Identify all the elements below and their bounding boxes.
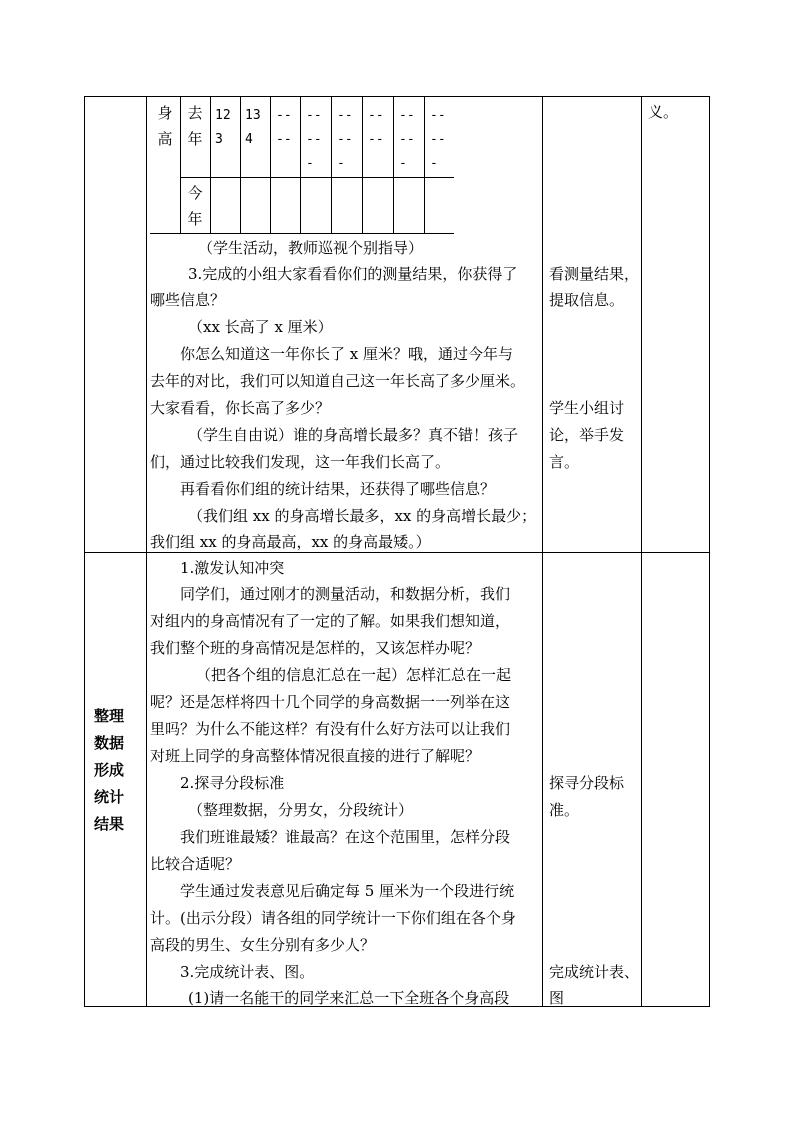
body-line: 对组内的身高情况有了一定的了解。如果我们想知道， [150,612,511,630]
body-line: （学生自由说）谁的身高增长最多？真不错！孩子 [188,426,519,444]
stage-title: 统计 [94,788,125,806]
inner-table-bottom-line [150,233,454,234]
body-line: （学生活动，教师巡视个别指导） [198,239,424,257]
body-line: (1)请一名能干的同学来汇总一下全班各个身高段 [188,989,510,1007]
inner-col-line [240,97,241,233]
student-activity-text: 看测量结果， [549,265,640,283]
this-year-label: 今年 [187,184,203,228]
student-activity-text: 准。 [549,801,580,819]
inner-col-line [393,97,394,233]
inner-col-line [362,97,363,233]
body-line: （把各个组的信息汇总在一起）怎样汇总在一起 [196,666,512,684]
stage-title: 数据 [94,734,125,752]
inner-col-line [210,97,211,233]
inner-col-line [300,97,301,233]
table-border-right [709,96,710,1007]
last-year-value: -- -- - [306,108,322,171]
student-activity-text: 论，举手发 [549,426,625,444]
body-line: （xx 长高了 x 厘米） [188,318,333,336]
body-line: 我们组 xx 的身高最高，xx 的身高最矮。） [150,533,431,551]
student-activity-text: 学生小组讨 [549,399,625,417]
body-line: 同学们，通过刚才的测量活动，和数据分析，我们 [180,585,511,603]
body-line: 我们整个班的身高情况是怎样的，又该怎样办呢？ [150,639,481,657]
last-year-value: 13 4 [245,108,261,147]
body-line: 计。(出示分段）请各组的同学统计一下你们组在各个身 [150,909,516,927]
inner-col-line [424,97,425,233]
body-line: 哪些信息？ [150,291,226,309]
body-line: 1.激发认知冲突 [180,559,285,577]
body-line: 大家看看，你长高了多少？ [150,399,331,417]
row-header-height: 身高 [157,104,173,148]
stage-title: 整理 [94,707,125,725]
last-year-value: 12 3 [215,108,231,147]
last-year-value: -- -- [368,108,384,147]
body-line: （整理数据，分男女，分段统计） [188,801,414,819]
student-activity-text: 探寻分段标 [549,774,625,792]
body-line: 你怎么知道这一年你长了 x 厘米？哦，通过今年与 [180,345,513,363]
table-top-border [84,96,709,97]
body-line: 3.完成统计表、图。 [180,963,315,981]
body-line: 里吗？为什么不能这样？有没有什么好方法可以让我们 [150,720,511,738]
body-line: （我们组 xx 的身高增长最多，xx 的身高增长最少； [188,507,537,525]
student-activity-text: 完成统计表、 [549,963,640,981]
student-activity-text: 图 [549,989,565,1007]
last-year-value: -- -- [276,108,292,147]
body-line: 学生通过发表意见后确定每 5 厘米为一个段进行统 [180,882,515,900]
note-text: 义。 [648,103,679,121]
table-row-divider [84,552,709,553]
last-year-value: -- -- - [399,108,415,171]
inner-col-line [331,97,332,233]
body-line: 高段的男生、女生分别有多少人？ [150,936,376,954]
last-year-value: -- -- - [337,108,353,171]
body-line: 3.完成的小组大家看看你们的测量结果，你获得了 [188,265,518,283]
stage-title: 结果 [94,815,125,833]
inner-col-line [270,97,271,233]
last-year-value: -- -- - [430,108,446,171]
student-activity-text: 言。 [549,453,580,471]
inner-table-mid-line [180,177,454,178]
stage-title: 形成 [94,761,125,779]
body-line: 对班上同学的身高整体情况很直接的进行了解呢？ [150,747,481,765]
body-line: 去年的对比，我们可以知道自己这一年长高了多少厘米。 [150,372,526,390]
body-line: 我们班谁最矮？谁最高？在这个范围里，怎样分段 [180,828,511,846]
body-line: 比较合适呢？ [150,855,241,873]
body-line: 们，通过比较我们发现，这一年我们长高了。 [150,453,451,471]
last-year-label: 去年 [187,104,203,148]
body-line: 2.探寻分段标准 [180,774,285,792]
student-activity-text: 提取信息。 [549,291,625,309]
body-line: 再看看你们组的统计结果，还获得了哪些信息？ [180,480,496,498]
body-line: 呢？还是怎样将四十几个同学的身高数据一一列举在这 [150,693,511,711]
